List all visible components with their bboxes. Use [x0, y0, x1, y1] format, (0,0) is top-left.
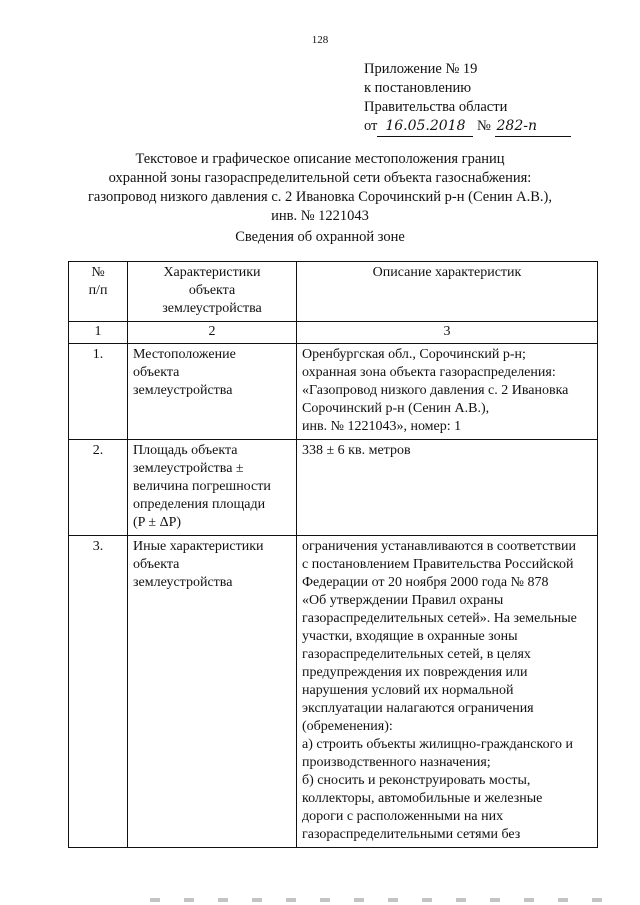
section-subtitle: Сведения об охранной зоне — [235, 229, 405, 245]
row-number: 2. — [69, 440, 128, 536]
table-header-row — [69, 262, 598, 322]
handwritten-number: 282-п — [495, 117, 571, 137]
row-description: Оренбургская обл., Сорочинский р-н; охранная зона объекта газораспределения: «Газопровод низкого давления с. 2 Ивановка Сорочинский р-н (Сенин А.В.), инв. № 1221043», номер: 1 — [297, 344, 598, 440]
appendix-header — [364, 60, 571, 137]
page-number: 128 — [311, 34, 329, 46]
table-row — [69, 344, 598, 440]
date-prefix: от — [364, 118, 378, 134]
title-line: охранной зоны газораспределительной сети объекта газоснабжения: — [108, 170, 532, 186]
table-row — [69, 536, 598, 848]
appendix-line: к постановлению — [364, 80, 472, 96]
row-characteristic: Площадь объекта землеустройства ± величина погрешности определения площади (P ± ΔP) — [128, 440, 297, 536]
title-line: инв. № 1221043 — [271, 208, 369, 224]
row-number: 3. — [69, 536, 128, 848]
row-description: 338 ± 6 кв. метров — [297, 440, 598, 536]
title-line: Текстовое и графическое описание местоположения границ — [135, 151, 505, 167]
protection-zone-table — [68, 261, 598, 848]
column-number-row — [69, 322, 598, 344]
handwritten-date: 16.05.2018 — [377, 117, 473, 137]
appendix-line: Правительства области — [364, 99, 508, 115]
row-characteristic: Иные характеристики объекта землеустройства — [128, 536, 297, 848]
row-characteristic: Местоположение объекта землеустройства — [128, 344, 297, 440]
column-number: 3 — [297, 322, 598, 344]
document-title — [0, 150, 640, 226]
title-line: газопровод низкого давления с. 2 Ивановка Сорочинский р-н (Сенин А.В.), — [87, 189, 552, 205]
header-num: № п/п — [69, 262, 128, 322]
row-description: ограничения устанавливаются в соответствии с постановлением Правительства Российской Федерации от 20 ноября 2000 года № 878 «Об утверждении Правил охраны газораспределительных сетей». На земельные участки, входящие в охранные зоны газораспределительных сетей, в целях предупреждения их повреждения или нарушения условий их нормальной эксплуатации налагаются ограничения (обременения): а) строить объекты жилищно-гражданского и производственного назначения; б) сносить и реконструировать мосты, коллекторы, автомобильные и железные дороги с расположенными на них газораспределительными сетями без — [297, 536, 598, 848]
header-description: Описание характеристик — [297, 262, 598, 322]
column-number: 2 — [128, 322, 297, 344]
header-characteristic: Характеристики объекта землеустройства — [128, 262, 297, 322]
appendix-line: Приложение № 19 — [364, 61, 478, 77]
scan-edge-artifact — [150, 898, 610, 902]
row-number: 1. — [69, 344, 128, 440]
table-row — [69, 440, 598, 536]
column-number: 1 — [69, 322, 128, 344]
number-prefix: № — [477, 118, 491, 134]
appendix-date-line — [364, 117, 571, 137]
